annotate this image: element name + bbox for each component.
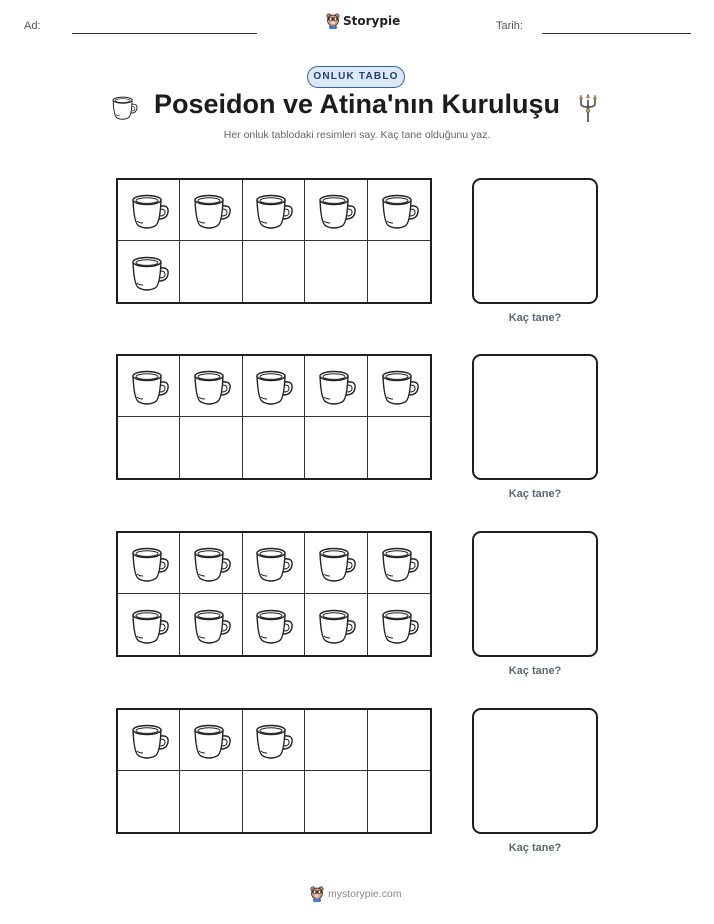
ten-frame-cell: [243, 710, 305, 771]
ten-frame-cell: [180, 417, 242, 478]
ten-frame-cell: [305, 180, 367, 241]
ten-frame-cell: [243, 241, 305, 302]
footer: [310, 886, 402, 902]
trident-icon: [577, 93, 599, 123]
cup-icon: [127, 188, 171, 232]
answer-box[interactable]: [472, 354, 598, 480]
cup-icon: [251, 603, 295, 647]
ten-frame: [116, 178, 432, 304]
footer-url[interactable]: mystorypie.com: [328, 888, 402, 900]
bear-mascot-icon: [310, 886, 324, 902]
cup-icon: [377, 364, 421, 408]
ten-frame-cell: [368, 417, 430, 478]
count-prompt: Kaç tane?: [508, 665, 562, 677]
date-label: Tarih:: [496, 20, 523, 32]
answer-box[interactable]: [472, 708, 598, 834]
ten-frame-cell: [368, 533, 430, 594]
cup-icon: [189, 718, 233, 762]
cup-icon: [251, 541, 295, 585]
ten-frame-cell: [305, 241, 367, 302]
ten-frame-cell: [118, 710, 180, 771]
cup-icon: [251, 718, 295, 762]
cup-icon: [314, 603, 358, 647]
ten-frame-cell: [305, 771, 367, 832]
ten-frame-cell: [118, 417, 180, 478]
ten-frame-cell: [368, 180, 430, 241]
ten-frame-cell: [368, 356, 430, 417]
ten-frame-cell: [118, 241, 180, 302]
ten-frame-cell: [180, 533, 242, 594]
category-badge: ONLUK TABLO: [307, 66, 405, 88]
cup-icon: [127, 364, 171, 408]
ten-frame-cell: [243, 417, 305, 478]
cup-icon: [189, 188, 233, 232]
ten-frame: [116, 531, 432, 657]
cup-icon: [251, 188, 295, 232]
ten-frame-cell: [118, 533, 180, 594]
ten-frame-cell: [180, 241, 242, 302]
cup-icon: [314, 364, 358, 408]
page-title: Poseidon ve Atina'nın Kuruluşu: [154, 89, 560, 119]
date-line[interactable]: [542, 33, 691, 34]
cup-icon: [314, 188, 358, 232]
ten-frame: [116, 354, 432, 480]
cup-icon: [127, 603, 171, 647]
cup-icon: [189, 603, 233, 647]
ten-frame-cell: [243, 356, 305, 417]
ten-frame-cell: [368, 710, 430, 771]
ten-frame-cell: [243, 180, 305, 241]
ten-frame-cell: [305, 356, 367, 417]
ten-frame-cell: [180, 594, 242, 655]
answer-box[interactable]: [472, 178, 598, 304]
count-prompt: Kaç tane?: [508, 488, 562, 500]
storypie-logo: [326, 13, 400, 29]
ten-frame-cell: [118, 594, 180, 655]
ten-frame-cell: [180, 710, 242, 771]
cup-icon: [127, 718, 171, 762]
cup-icon: [189, 364, 233, 408]
brand-name: Storypie: [343, 14, 401, 28]
cup-icon: [127, 250, 171, 294]
ten-frame-cell: [118, 771, 180, 832]
ten-frame-cell: [368, 241, 430, 302]
ten-frame-cell: [243, 771, 305, 832]
ten-frame-cell: [305, 710, 367, 771]
name-line[interactable]: [72, 33, 257, 34]
ten-frame-cell: [180, 356, 242, 417]
ten-frame-cell: [368, 771, 430, 832]
ten-frame-cell: [118, 180, 180, 241]
cup-icon: [377, 188, 421, 232]
ten-frame-cell: [305, 594, 367, 655]
ten-frame-cell: [180, 771, 242, 832]
ten-frame-cell: [305, 533, 367, 594]
name-label: Ad:: [24, 20, 41, 32]
answer-box[interactable]: [472, 531, 598, 657]
ten-frame-cell: [118, 356, 180, 417]
ten-frame-cell: [243, 594, 305, 655]
instructions: Her onluk tablodaki resimleri say. Kaç tane olduğunu yaz.: [223, 129, 491, 141]
cup-icon: [377, 541, 421, 585]
count-prompt: Kaç tane?: [508, 312, 562, 324]
cup-icon: [127, 541, 171, 585]
count-prompt: Kaç tane?: [508, 842, 562, 854]
cup-icon: [251, 364, 295, 408]
ten-frame-cell: [368, 594, 430, 655]
ten-frame-cell: [180, 180, 242, 241]
cup-icon: [314, 541, 358, 585]
ten-frame-cell: [305, 417, 367, 478]
ten-frame: [116, 708, 432, 834]
ten-frame-cell: [243, 533, 305, 594]
cup-icon: [189, 541, 233, 585]
cup-icon: [377, 603, 421, 647]
bear-mascot-icon: [326, 13, 340, 29]
